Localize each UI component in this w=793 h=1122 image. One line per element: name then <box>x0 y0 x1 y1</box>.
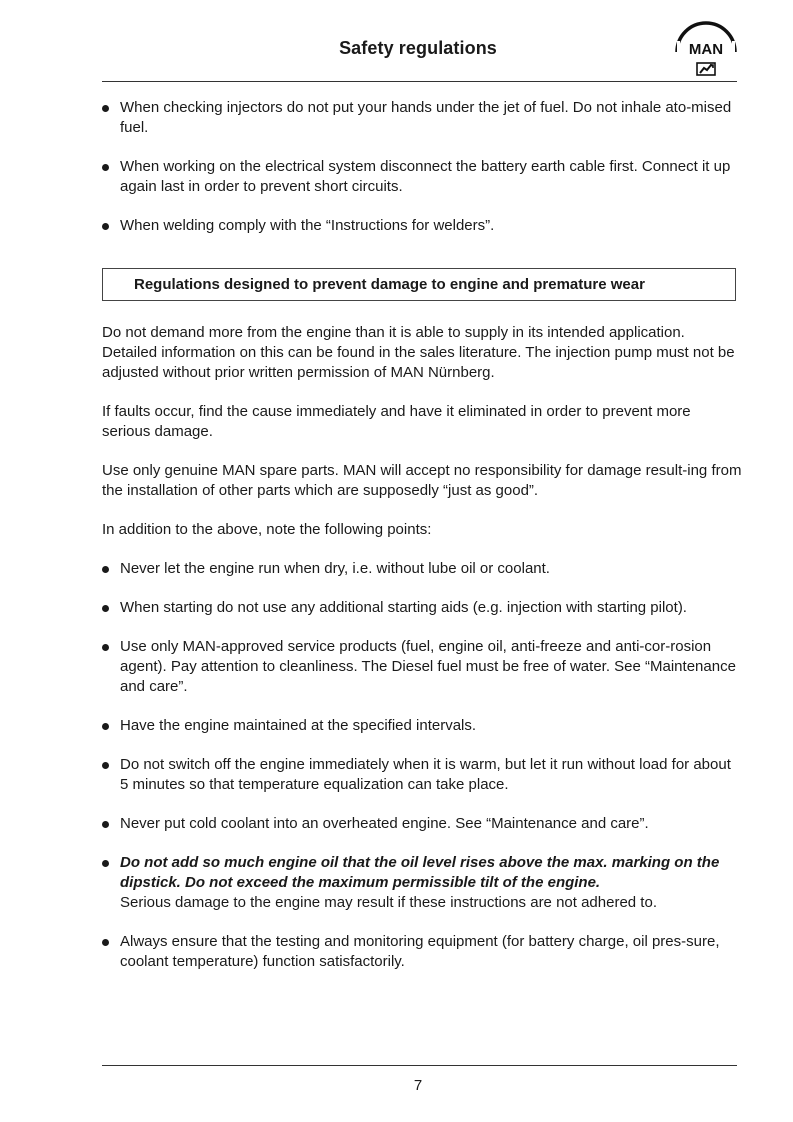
list-item-text: When starting do not use any additional starting aids (e.g. injection with starting pilot). <box>120 599 687 616</box>
logo-text: MAN <box>688 41 724 58</box>
warning-emphasis-text: Do not add so much engine oil that the oil level rises above the max. marking on the dipstick. Do not exceed the maximum permissible tilt of the engine. <box>120 854 720 891</box>
list-item <box>102 932 742 972</box>
paragraph: Use only genuine MAN spare parts. MAN will accept no responsibility for damage result-ing from the installation of other parts which are supposedly “just as good”. <box>102 462 742 499</box>
list-item-text: When welding comply with the “Instructions for welders”. <box>120 217 495 234</box>
bullet-icon <box>102 939 109 946</box>
warning-list-item <box>102 853 742 913</box>
list-item <box>102 755 742 795</box>
page-title: Safety regulations <box>339 38 497 58</box>
list-item <box>102 814 742 834</box>
list-item <box>102 598 742 618</box>
list-item <box>102 98 742 138</box>
bullet-icon <box>102 105 109 112</box>
bullet-icon <box>102 223 109 230</box>
bullet-icon <box>102 644 109 651</box>
list-item <box>102 716 742 736</box>
list-item <box>102 559 742 579</box>
bullet-icon <box>102 164 109 171</box>
list-item-text: When checking injectors do not put your hands under the jet of fuel. Do not inhale ato-mised fuel. <box>120 99 732 136</box>
list-item-text: When working on the electrical system disconnect the battery earth cable first. Connect it up again last in order to prevent short circuits. <box>120 158 731 195</box>
list-item <box>102 216 742 236</box>
paragraph: If faults occur, find the cause immediately and have it eliminated in order to prevent more serious damage. <box>102 403 691 440</box>
page-number: 7 <box>413 1077 423 1094</box>
bullet-icon <box>102 605 109 612</box>
list-item-text: Never let the engine run when dry, i.e. without lube oil or coolant. <box>120 560 550 577</box>
list-item <box>102 637 742 697</box>
section-heading-box: Regulations designed to prevent damage to engine and premature wear <box>102 268 736 301</box>
bullet-icon <box>102 762 109 769</box>
bullet-icon <box>102 566 109 573</box>
list-item <box>102 157 742 197</box>
list-item-text: Never put cold coolant into an overheated engine. See “Maintenance and care”. <box>120 815 649 832</box>
footer-divider <box>102 1065 737 1066</box>
bullet-icon <box>102 723 109 730</box>
list-item-text: Have the engine maintained at the specified intervals. <box>120 717 477 734</box>
list-item-text: Do not switch off the engine immediately when it is warm, but let it run without load for about 5 minutes so that temperature equalization can take place. <box>120 756 731 793</box>
list-item-text: Always ensure that the testing and monitoring equipment (for battery charge, oil pres-sure, coolant temperature) function satisfactorily. <box>120 933 720 970</box>
list-item-text: Use only MAN-approved service products (fuel, engine oil, anti-freeze and anti-cor-rosion agent). Pay attention to cleanliness. The Diesel fuel must be free of water. See “Maintenance and care”. <box>120 638 736 695</box>
header-divider <box>102 81 737 82</box>
paragraph: Do not demand more from the engine than it is able to supply in its intended application. Detailed information on this can be found in the sales literature. The injection pump must not be adjusted without prior written permission of MAN Nürnberg. <box>102 324 735 381</box>
warning-consequence-text: Serious damage to the engine may result if these instructions are not adhered to. <box>120 894 657 911</box>
document-body <box>102 98 742 991</box>
paragraph: In addition to the above, note the following points: <box>102 521 432 538</box>
bullet-icon <box>102 821 109 828</box>
man-logo-icon <box>673 20 739 78</box>
bullet-icon <box>102 860 109 867</box>
